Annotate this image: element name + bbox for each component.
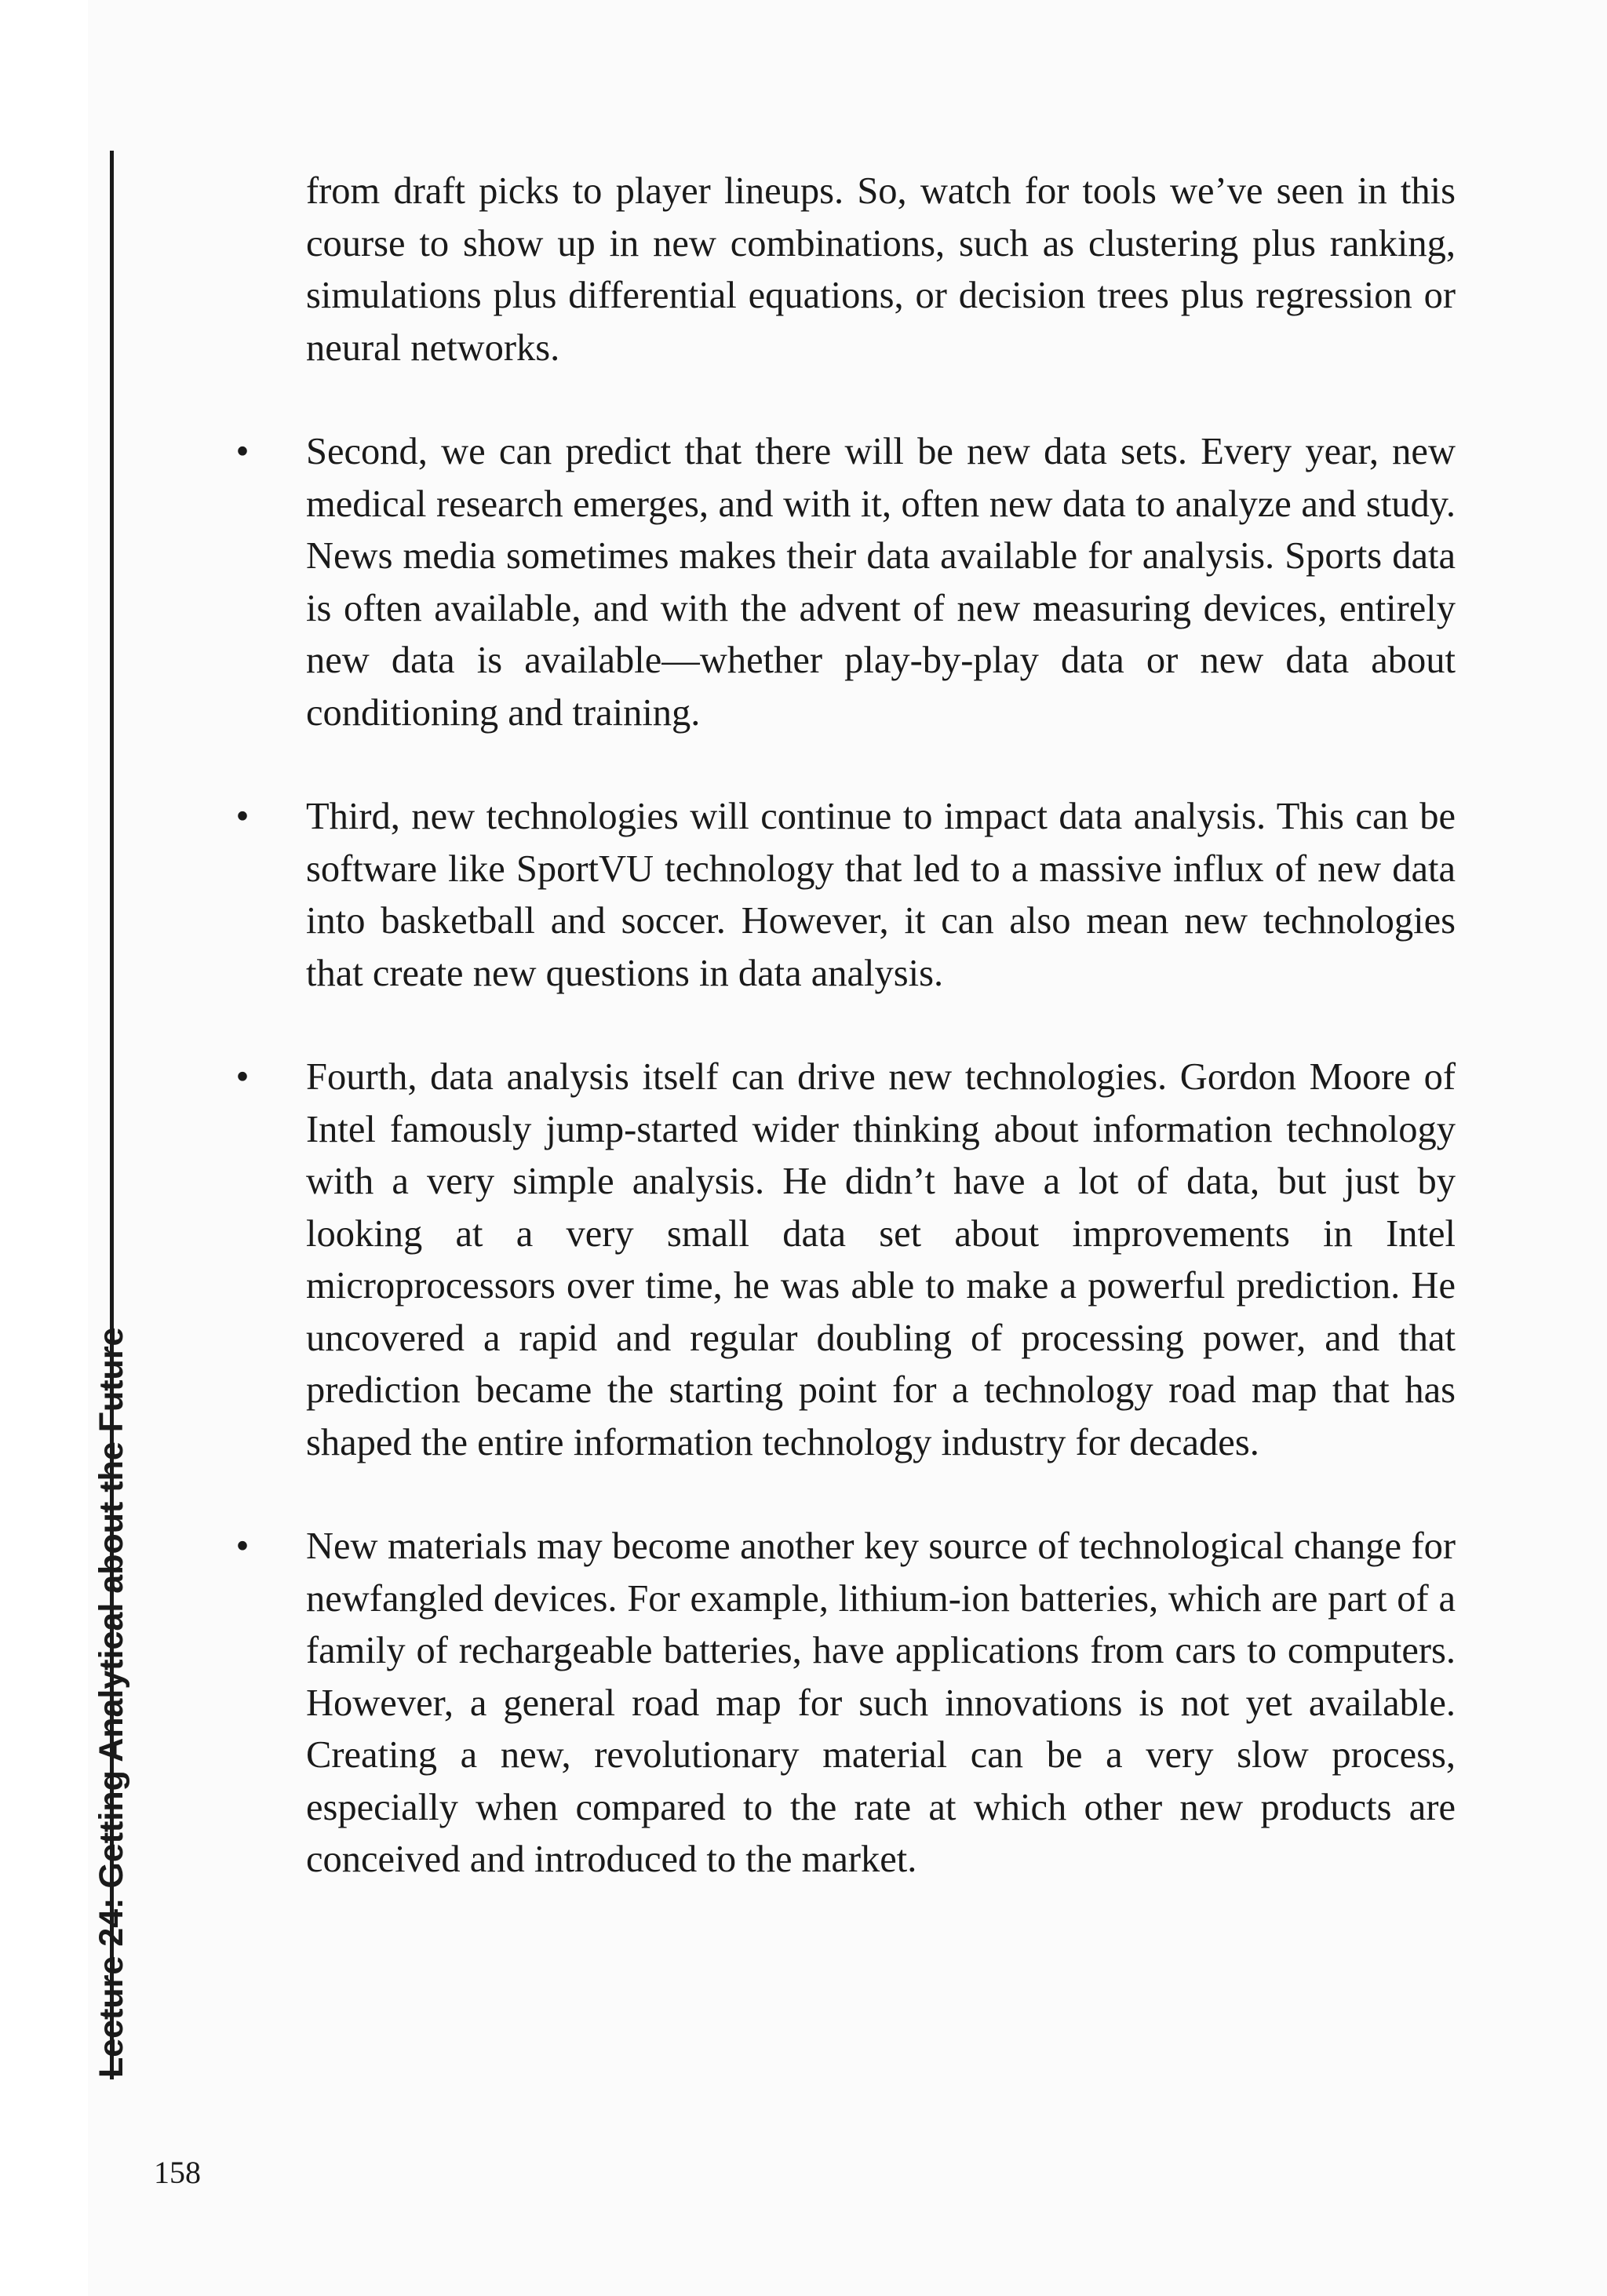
bullet-icon: • (235, 1525, 250, 1567)
list-item-text: Second, we can predict that there will be new data sets. Every year, new medical research emerges, and with it, often new data to analyze and study. News media sometimes makes their data available for analysis. Sports data is often available, and with the advent of new measuring devices, entirely new data is available—whether play-by-play data or new data about conditioning and training. (306, 431, 1456, 734)
bullet-icon: • (235, 796, 250, 837)
page-number: 158 (154, 2155, 201, 2190)
bullet-icon: • (235, 1056, 250, 1098)
list-item-text: Fourth, data analysis itself can drive new technologies. Gordon Moore of Intel famously jump-started wider thinking about information technology with a very simple analysis. He didn’t have a lot of data, but just by looking at a very small data set about improvements in Intel microprocessors over time, he was able to make a powerful prediction. He uncovered a rapid and regular doubling of processing power, and that prediction became the starting point for a technology road map that has shaped the entire information technology industry for decades. (306, 1056, 1456, 1463)
running-head: Lecture 24: Getting Analytical about the Future (93, 1327, 130, 2078)
list-item (235, 791, 1456, 1000)
list-item-text: Third, new technologies will continue to impact data analysis. This can be software like SportVU technology that led to a massive influx of new data into basketball and soccer. However, it can also mean new technologies that create new questions in data analysis. (306, 796, 1456, 994)
list-item (235, 426, 1456, 739)
bullet-icon: • (235, 431, 250, 472)
body-text (235, 166, 1456, 1886)
list-item-text: New materials may become another key source of technological change for newfangled devices. For example, lithium-ion batteries, which are part of a family of rechargeable batteries, have applications from cars to computers. However, a general road map for such innovations is not yet available. Creating a new, revolutionary material can be a very slow process, especially when compared to the rate at which other new products are conceived and introduced to the market. (306, 1525, 1456, 1880)
list-item (235, 1051, 1456, 1469)
list-item (235, 1521, 1456, 1886)
continuation-paragraph: from draft picks to player lineups. So, watch for tools we’ve seen in this course to show up in new combinations, such as clustering plus ranking, simulations plus differential equations, or decision trees plus regression or neural networks. (306, 170, 1456, 369)
